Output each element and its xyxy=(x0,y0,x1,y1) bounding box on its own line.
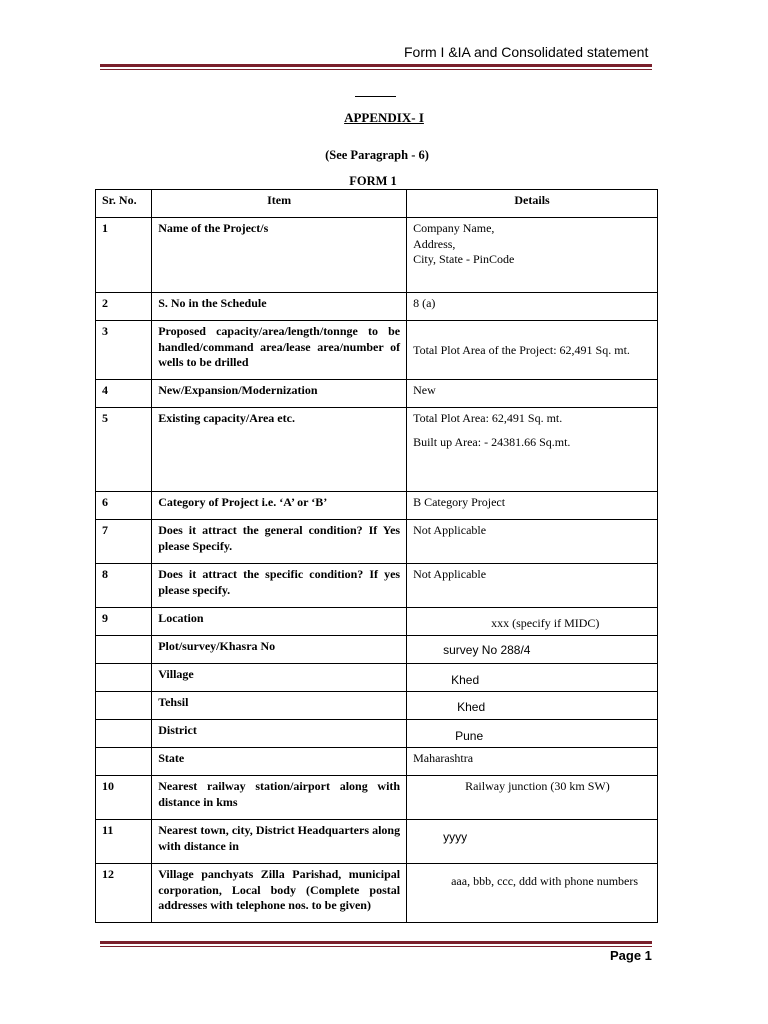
row-number xyxy=(96,664,152,692)
row-details: survey No 288/4 xyxy=(407,636,658,664)
form-table xyxy=(95,189,658,923)
header-details: Details xyxy=(407,190,658,218)
row-item: Category of Project i.e. ‘A’ or ‘B’ xyxy=(152,492,407,520)
row-item: Location xyxy=(152,608,407,636)
row-item: Does it attract the general condition? If Yes please Specify. xyxy=(152,520,407,564)
table-row xyxy=(96,564,658,608)
built-up-area: Built up Area: - 24381.66 Sq.mt. xyxy=(413,434,571,449)
row-details: Not Applicable xyxy=(407,564,658,608)
row-number xyxy=(96,748,152,776)
row-item: Village panchyats Zilla Parishad, municipal corporation, Local body (Complete postal addresses with telephone nos. to be given) xyxy=(152,864,407,923)
row-item: Plot/survey/Khasra No xyxy=(152,636,407,664)
table-header-row xyxy=(96,190,658,218)
row-number xyxy=(96,636,152,664)
row-number: 7 xyxy=(96,520,152,564)
row-number: 1 xyxy=(96,218,152,293)
table-row xyxy=(96,636,658,664)
row-details xyxy=(407,218,658,293)
row-item: Proposed capacity/area/length/tonnge to be handled/command area/lease area/number of wells to be drilled xyxy=(152,321,407,380)
page-number: Page 1 xyxy=(610,948,652,963)
table-row xyxy=(96,692,658,720)
table-row xyxy=(96,408,658,492)
row-details: yyyy xyxy=(407,820,658,864)
appendix-title: APPENDIX- I xyxy=(344,110,424,125)
row-item: Tehsil xyxy=(152,692,407,720)
row-number xyxy=(96,692,152,720)
row-item: Does it attract the specific condition? If yes please specify. xyxy=(152,564,407,608)
row-number: 6 xyxy=(96,492,152,520)
row-item: Nearest town, city, District Headquarters along with distance in xyxy=(152,820,407,864)
row-details: xxx (specify if MIDC) xyxy=(407,608,658,636)
paragraph-reference: (See Paragraph - 6) xyxy=(325,148,429,162)
company-city: City, State - PinCode xyxy=(413,252,515,266)
row-item: Village xyxy=(152,664,407,692)
table-row xyxy=(96,608,658,636)
table-row xyxy=(96,748,658,776)
row-details: Total Plot Area of the Project: 62,491 Sq. mt. xyxy=(407,321,658,380)
header-sr-no: Sr. No. xyxy=(96,190,152,218)
footer-rule xyxy=(100,941,652,944)
row-number: 9 xyxy=(96,608,152,636)
row-number: 8 xyxy=(96,564,152,608)
page-header-title: Form I &IA and Consolidated statement xyxy=(404,44,649,60)
table-row xyxy=(96,776,658,820)
table-row xyxy=(96,492,658,520)
row-item: Existing capacity/Area etc. xyxy=(152,408,407,492)
table-row xyxy=(96,218,658,293)
row-details: Railway junction (30 km SW) xyxy=(407,776,658,820)
row-number: 10 xyxy=(96,776,152,820)
table-row xyxy=(96,864,658,923)
table-row xyxy=(96,664,658,692)
table-row xyxy=(96,720,658,748)
row-details: Khed xyxy=(407,664,658,692)
table-row xyxy=(96,380,658,408)
row-details: Maharashtra xyxy=(407,748,658,776)
form-label: FORM 1 xyxy=(349,174,397,188)
row-number: 4 xyxy=(96,380,152,408)
row-item: District xyxy=(152,720,407,748)
company-name: Company Name, xyxy=(413,221,495,235)
row-number: 5 xyxy=(96,408,152,492)
row-details: Pune xyxy=(407,720,658,748)
row-number xyxy=(96,720,152,748)
row-item: State xyxy=(152,748,407,776)
company-address: Address, xyxy=(413,236,456,251)
header-rule xyxy=(100,64,652,67)
table-row xyxy=(96,520,658,564)
row-item: New/Expansion/Modernization xyxy=(152,380,407,408)
row-item: Name of the Project/s xyxy=(152,218,407,293)
row-details: aaa, bbb, ccc, ddd with phone numbers xyxy=(407,864,658,923)
header-item: Item xyxy=(152,190,407,218)
row-number: 12 xyxy=(96,864,152,923)
footer-rule-thin xyxy=(100,946,652,947)
row-details: Not Applicable xyxy=(407,520,658,564)
row-item: S. No in the Schedule xyxy=(152,293,407,321)
plot-area: Total Plot Area: 62,491 Sq. mt. xyxy=(413,411,563,425)
row-details: 8 (a) xyxy=(407,293,658,321)
row-item: Nearest railway station/airport along with distance in kms xyxy=(152,776,407,820)
table-row xyxy=(96,820,658,864)
table-row xyxy=(96,293,658,321)
row-details xyxy=(407,408,658,492)
row-details: Khed xyxy=(407,692,658,720)
row-number: 3 xyxy=(96,321,152,380)
header-rule-thin xyxy=(100,69,652,70)
row-details: New xyxy=(407,380,658,408)
row-number: 2 xyxy=(96,293,152,321)
row-number: 11 xyxy=(96,820,152,864)
short-divider xyxy=(355,96,396,97)
row-details: B Category Project xyxy=(407,492,658,520)
table-row xyxy=(96,321,658,380)
